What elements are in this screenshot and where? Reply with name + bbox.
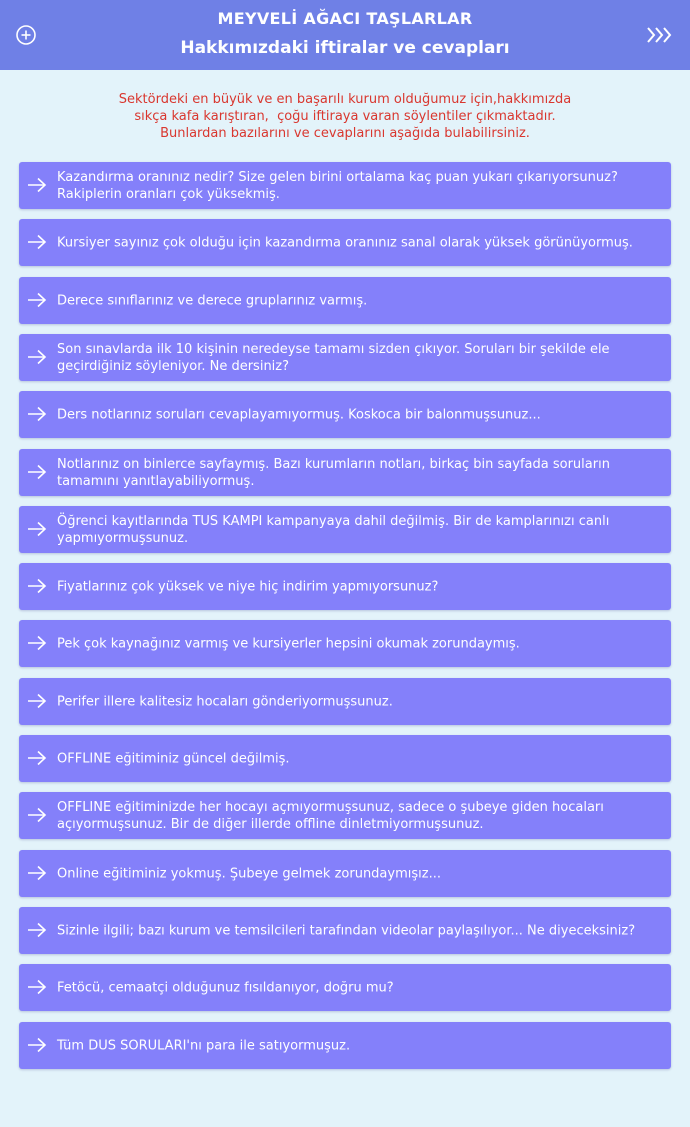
faq-question: Tüm DUS SORULARI'nı para ile satıyormuşuz. [57,1038,351,1053]
arrow-right-icon [27,979,47,995]
intro-text [0,91,690,142]
header-bar [0,0,690,70]
arrow-right-icon [27,349,47,365]
intro-line: Sektördeki en büyük ve en başarılı kurum olduğumuz için,hakkımızda [118,92,572,107]
faq-question: Ders notlarınız soruları cevaplayamıyormuş. Koskoca bir balonmuşsunuz... [57,407,541,422]
faq-item[interactable] [19,620,671,667]
faq-item[interactable] [19,1022,671,1069]
arrow-right-icon [27,922,47,938]
triple-chevron-right-icon[interactable] [646,26,672,44]
intro-line: Bunlardan bazılarını ve cevaplarını aşağıda bulabilirsiniz. [160,126,530,141]
faq-item[interactable] [19,907,671,954]
arrow-right-icon [27,865,47,881]
faq-item[interactable] [19,449,671,496]
arrow-right-icon [27,693,47,709]
arrow-right-icon [27,521,47,537]
faq-item[interactable] [19,678,671,725]
faq-question: Fetöcü, cemaatçi olduğunuz fısıldanıyor, doğru mu? [57,980,394,995]
faq-item[interactable] [19,850,671,897]
faq-item[interactable] [19,735,671,782]
arrow-right-icon [27,578,47,594]
faq-item[interactable] [19,563,671,610]
faq-question: Derece sınıflarınız ve derece gruplarınız varmış. [57,293,368,308]
faq-question: Notlarınız on binlerce sayfaymış. Bazı kurumların notları, birkaç bin sayfada soruların tamamını yanıtlayabiliyormuş. [57,456,610,489]
arrow-right-icon [27,177,47,193]
faq-item[interactable] [19,334,671,381]
faq-question: OFFLINE eğitiminiz güncel değilmiş. [57,751,290,766]
faq-question: Online eğitiminiz yokmuş. Şubeye gelmek zorundaymışız... [57,866,441,881]
faq-question: Perifer illere kalitesiz hocaları gönderiyormuşsunuz. [57,694,393,709]
arrow-right-icon [27,1037,47,1053]
faq-question: Kazandırma oranınız nedir? Size gelen birini ortalama kaç puan yukarı çıkarıyorsunuz? Rakiplerin oranları çok yüksekmiş. [57,169,618,202]
faq-item[interactable] [19,162,671,209]
faq-item[interactable] [19,506,671,553]
arrow-right-icon [27,234,47,250]
faq-question: Öğrenci kayıtlarında TUS KAMPI kampanyaya dahil değilmiş. Bir de kamplarınızı canlı yapmıyormuşsunuz. [57,513,610,546]
arrow-right-icon [27,750,47,766]
faq-question: Kursiyer sayınız çok olduğu için kazandırma oranınız sanal olarak yüksek görünüyormuş. [57,235,633,250]
faq-item[interactable] [19,964,671,1011]
faq-item[interactable] [19,391,671,438]
faq-question: Sizinle ilgili; bazı kurum ve temsilcileri tarafından videolar paylaşılıyor... Ne diyeceksiniz? [57,923,636,938]
page-subtitle: Hakkımızdaki iftiralar ve cevapları [180,38,510,58]
faq-item[interactable] [19,219,671,266]
arrow-right-icon [27,406,47,422]
arrow-right-icon [27,464,47,480]
arrow-right-icon [27,292,47,308]
faq-question: Son sınavlarda ilk 10 kişinin neredeyse tamamı sizden çıkıyor. Soruları bir şekilde ele geçirdiğiniz söyleniyor. Ne dersiniz? [57,341,610,374]
faq-item[interactable] [19,277,671,324]
arrow-right-icon [27,635,47,651]
faq-question: OFFLINE eğitiminizde her hocayı açmıyormuşsunuz, sadece o şubeye giden hocaları açıyormuşsunuz. Bir de diğer illerde offline dinletmiyormuşsunuz. [57,799,604,832]
arrow-right-icon [27,807,47,823]
faq-question: Pek çok kaynağınız varmış ve kursiyerler hepsini okumak zorundaymış. [57,636,520,651]
faq-item[interactable] [19,792,671,839]
page-title: MEYVELİ AĞACI TAŞLARLAR [217,9,473,28]
faq-question: Fiyatlarınız çok yüksek ve niye hiç indirim yapmıyorsunuz? [57,579,439,594]
intro-line: sıkça kafa karıştıran, çoğu iftiraya varan söylentiler çıkmaktadır. [134,109,556,124]
